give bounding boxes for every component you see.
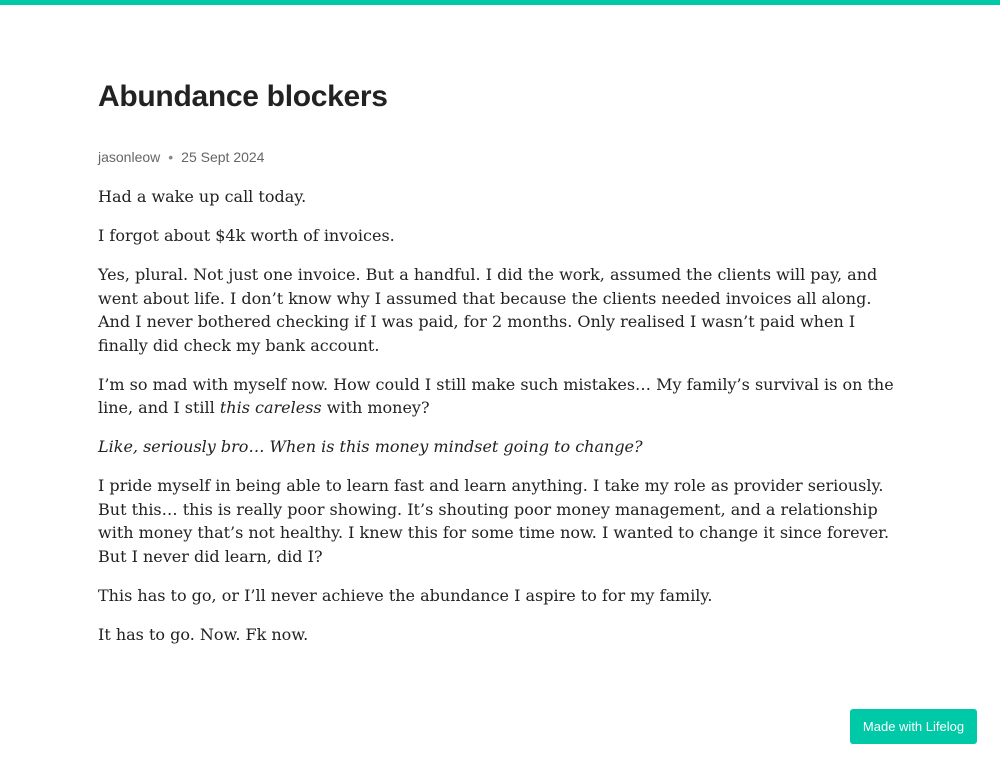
- post-title: Abundance blockers: [98, 80, 388, 113]
- made-with-lifelog-button[interactable]: Made with Lifelog: [850, 709, 977, 744]
- meta-separator: •: [168, 149, 174, 165]
- emphasized-text: this careless: [219, 398, 322, 417]
- emphasized-text: Like, seriously bro… When is this money mindset going to change?: [98, 437, 643, 456]
- paragraph: This has to go, or I’ll never achieve the abundance I aspire to for my family.: [98, 585, 713, 605]
- post-article: [98, 78, 898, 662]
- post-meta: [98, 148, 898, 166]
- paragraph-italic: [98, 435, 898, 459]
- paragraph: I pride myself in being able to learn fast and learn anything. I take my role as provider seriously. But this… this is really poor showing. It’s shouting poor money management, and a relationship with money that’s not healthy. I knew this for some time now. I wanted to change it since forever. But I never did learn, did I?: [98, 476, 890, 566]
- paragraph: It has to go. Now. Fk now.: [98, 624, 309, 644]
- top-accent-bar: [0, 0, 1000, 5]
- paragraph-text: I’m so mad with myself now. How could I still make such mistakes… My family’s survival is on the line, and I still: [98, 374, 894, 417]
- paragraph: [98, 373, 898, 420]
- post-date: 25 Sept 2024: [181, 149, 265, 165]
- author-link[interactable]: jasonleow: [98, 149, 161, 165]
- paragraph: I forgot about $4k worth of invoices.: [98, 226, 395, 245]
- paragraph: Had a wake up call today.: [98, 187, 307, 206]
- post-body: [98, 185, 898, 646]
- paragraph: Yes, plural. Not just one invoice. But a handful. I did the work, assumed the clients will pay, and went about life. I don’t know why I assumed that because the clients needed invoices all along. And I never bothered checking if I was paid, for 2 months. Only realised I wasn’t paid when I finally did check my bank account.: [98, 265, 878, 355]
- paragraph-text: with money?: [321, 398, 430, 417]
